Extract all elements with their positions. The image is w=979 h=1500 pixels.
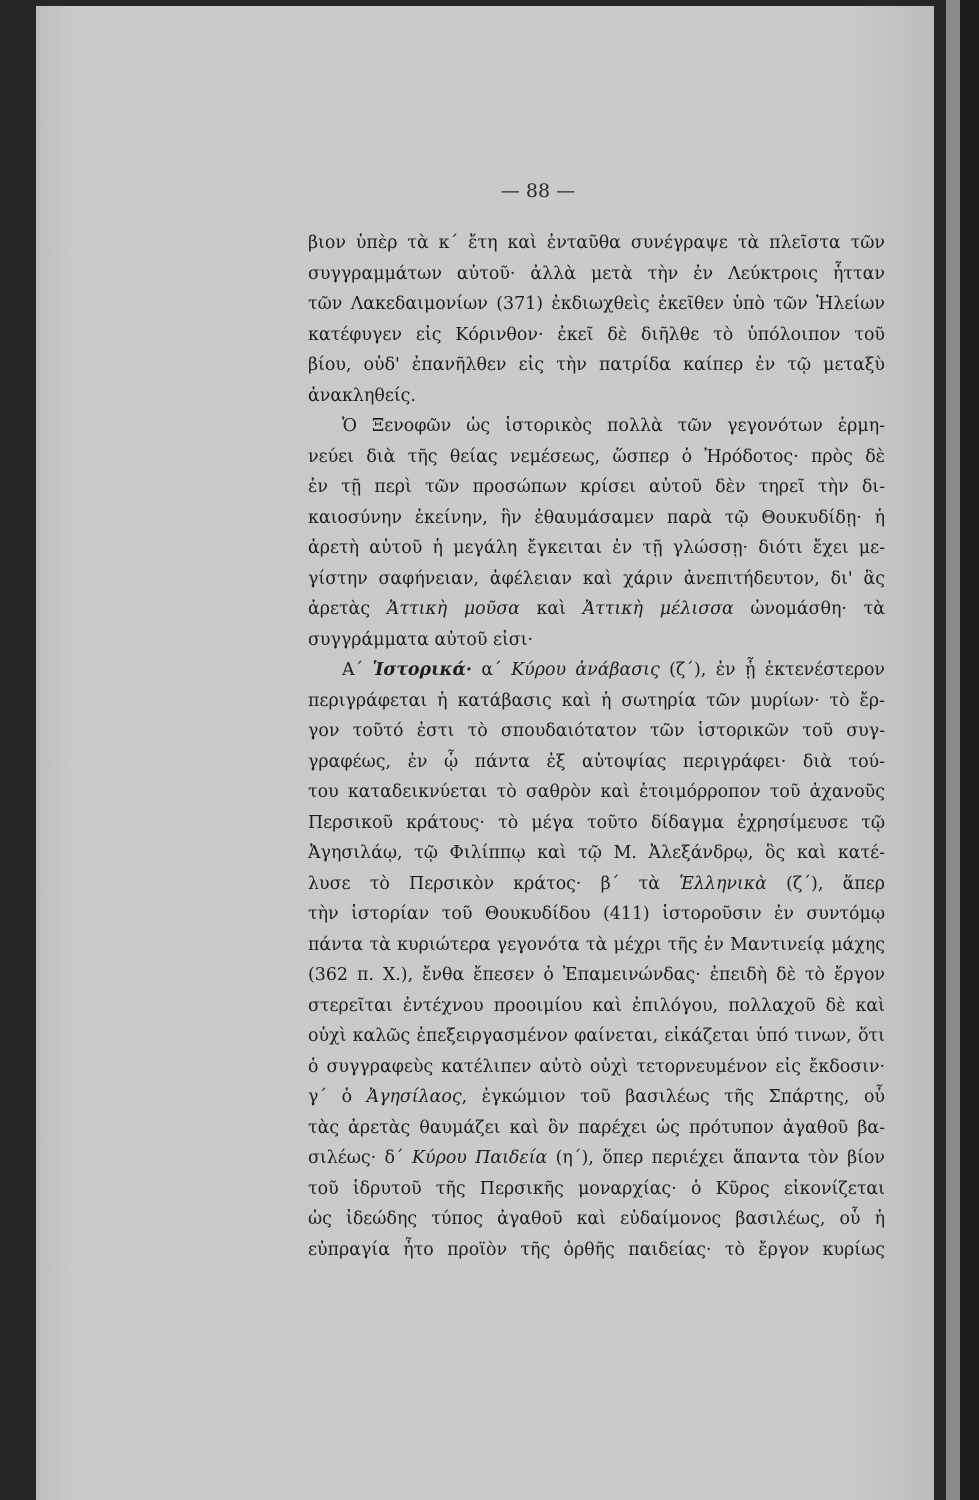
text-line xyxy=(308,991,885,1022)
text-segment: στερεῖται ἐντέχνου προοιμίου καὶ ἐπιλόγου, πολλαχοῦ δὲ καὶ xyxy=(308,995,885,1016)
text-segment: συγγραμμάτων αὐτοῦ· ἀλλὰ μετὰ τὴν ἐν Λεύκτροις ἧτταν xyxy=(308,263,885,284)
text-segment: καιοσύνην ἐκείνην, ἣν ἐθαυμάσαμεν παρὰ τῷ Θουκυδίδῃ· ἡ xyxy=(308,507,885,528)
scan-border xyxy=(960,0,979,1500)
text-line xyxy=(308,503,885,534)
text-segment: γον τοῦτό ἐστι τὸ σπουδαιότατον τῶν ἱστορικῶν τοῦ συγ- xyxy=(308,721,885,741)
text-line xyxy=(308,1082,885,1113)
text-segment: τοῦ ἱδρυτοῦ τῆς Περσικῆς μοναρχίας· ὁ Κῦρος εἰκονίζεται xyxy=(308,1178,885,1199)
text-segment: (η΄), ὅπερ περιέχει ἅπαντα τὸν βίον xyxy=(547,1148,885,1168)
paragraph xyxy=(308,655,885,1265)
italic-title-text: Ἀττικὴ μέλισσα xyxy=(582,599,734,619)
text-segment: του καταδεικνύεται τὸ σαθρὸν καὶ ἑτοιμόρροπον τοῦ ἀχανοῦς xyxy=(308,782,885,802)
italic-title-text: Κύρου Παιδεία xyxy=(412,1148,548,1168)
text-segment: τὰς ἀρετὰς θαυμάζει καὶ ὃν παρέχει ὡς πρότυπον ἀγαθοῦ βα- xyxy=(308,1117,885,1138)
text-line xyxy=(308,899,885,930)
text-line xyxy=(308,869,885,900)
text-segment: βίου, οὐδ' ἐπανῆλθεν εἰς τὴν πατρίδα καίπερ ἐν τῷ μεταξὺ xyxy=(308,355,885,375)
text-line xyxy=(308,747,885,778)
text-line xyxy=(308,1235,885,1266)
text-line xyxy=(308,594,885,625)
text-segment: τὴν ἱστορίαν τοῦ Θουκυδίδου (411) ἱστοροῦσιν ἐν συντόμῳ xyxy=(308,904,885,924)
text-line xyxy=(308,930,885,961)
text-segment: ἀνακληθείς. xyxy=(308,385,416,406)
text-line xyxy=(308,1113,885,1144)
text-line xyxy=(308,1021,885,1052)
text-line xyxy=(308,960,885,991)
text-segment: κατέφυγεν εἰς Κόρινθον· ἐκεῖ δὲ διῆλθε τὸ ὑπόλοιπον τοῦ xyxy=(308,324,885,345)
paragraph xyxy=(308,228,885,411)
text-segment: ὠνομάσθη· τὰ xyxy=(733,599,885,619)
text-segment: (ζ΄), ἅπερ xyxy=(786,873,885,894)
text-line xyxy=(308,259,885,290)
text-segment: γ΄ ὁ xyxy=(308,1087,367,1107)
book-page xyxy=(36,6,934,1500)
text-line xyxy=(308,808,885,839)
text-segment: νεύει διὰ τῆς θείας νεμέσεως, ὥσπερ ὁ Ἡρόδοτος· πρὸς δὲ xyxy=(308,446,885,467)
next-page-edge xyxy=(946,0,960,1500)
text-segment: ἀρετὴ αὐτοῦ ἡ μεγάλη ἔγκειται ἐν τῇ γλώσσῃ· διότι ἔχει με- xyxy=(308,538,885,558)
text-segment: συγγράμματα αὐτοῦ εἰσι· xyxy=(308,629,533,650)
text-line xyxy=(308,350,885,381)
text-segment: οὐχὶ καλῶς ἐπεξειργασμένον φαίνεται, εἰκάζεται ὑπό τινων, ὅτι xyxy=(308,1026,885,1046)
italic-title-text: Ἀγησίλαος xyxy=(366,1087,462,1107)
text-line xyxy=(308,289,885,320)
paragraph xyxy=(308,411,885,655)
text-line xyxy=(308,320,885,351)
text-segment: βιον ὑπὲρ τὰ κ΄ ἔτη καὶ ἐνταῦθα συνέγραψε τὰ πλεῖστα τῶν xyxy=(308,233,885,253)
text-line xyxy=(308,777,885,808)
text-segment: Α΄ xyxy=(342,660,373,680)
italic-title-text: Ἑλληνικὰ xyxy=(679,873,767,894)
text-line xyxy=(308,381,885,412)
text-segment: τῶν Λακεδαιμονίων (371) ἐκδιωχθεὶς ἐκεῖθεν ὑπὸ τῶν Ἠλείων xyxy=(308,294,885,314)
text-segment: (362 π. Χ.), ἔνθα ἔπεσεν ὁ Ἐπαμεινώνδας· ἐπειδὴ δὲ τὸ ἔργον xyxy=(308,965,885,985)
text-segment: ὡς ἰδεώδης τύπος ἀγαθοῦ καὶ εὐδαίμονος βασιλέως, οὗ ἡ xyxy=(308,1209,885,1229)
text-line xyxy=(308,472,885,503)
text-segment: Ὁ Ξενοφῶν ὡς ἱστορικὸς πολλὰ τῶν γεγονότων ἑρμη- xyxy=(342,416,885,436)
text-segment: Ἀγησιλάῳ, τῷ Φιλίππῳ καὶ τῷ Μ. Ἀλεξάνδρῳ, ὃς καὶ κατέ- xyxy=(308,843,885,863)
text-segment: περιγράφεται ἡ κατάβασις καὶ ἡ σωτηρία τῶν μυρίων· τὸ ἔρ- xyxy=(308,690,885,711)
text-segment: σιλέως· δ΄ xyxy=(308,1148,413,1168)
text-line xyxy=(308,716,885,747)
text-line xyxy=(308,655,885,686)
text-segment: ἀρετὰς xyxy=(308,599,387,619)
bold-heading-text: Ἱστορικά· xyxy=(372,660,472,680)
text-segment: α΄ xyxy=(471,660,512,680)
italic-title-text: Κύρου ἀνάβασις xyxy=(511,660,660,680)
text-line xyxy=(308,564,885,595)
italic-title-text: Ἀττικὴ μοῦσα xyxy=(386,599,520,619)
text-segment: εὐπραγία ἦτο προϊὸν τῆς ὀρθῆς παιδείας· τὸ ἔργον κυρίως xyxy=(308,1239,885,1260)
text-segment: γίστην σαφήνειαν, ἀφέλειαν καὶ χάριν ἀνεπιτήδευτον, δι' ἃς xyxy=(308,568,885,589)
text-segment: , ἐγκώμιον τοῦ βασιλέως τῆς Σπάρτης, οὗ xyxy=(461,1087,885,1107)
text-segment: λυσε τὸ Περσικὸν κράτος· β΄ τὰ xyxy=(308,873,680,894)
text-segment: (ζ΄), ἐν ᾗ ἐκτενέστερον xyxy=(659,660,885,680)
text-line xyxy=(308,1174,885,1205)
page-number: — 88 — xyxy=(500,180,576,202)
text-line xyxy=(308,1143,885,1174)
text-line xyxy=(308,838,885,869)
text-segment: ἐν τῇ περὶ τῶν προσώπων κρίσει αὐτοῦ δὲν τηρεῖ τὴν δι- xyxy=(308,477,885,497)
page-body-text xyxy=(308,228,885,1265)
text-segment: γραφέως, ἐν ᾧ πάντα ἐξ αὐτοψίας περιγράφει· διὰ τού- xyxy=(308,751,885,772)
text-segment: Περσικοῦ κράτους· τὸ μέγα τοῦτο δίδαγμα ἐχρησίμευσε τῷ xyxy=(308,812,885,833)
text-line xyxy=(308,228,885,259)
text-line xyxy=(308,533,885,564)
text-line xyxy=(308,1204,885,1235)
text-segment: ὁ συγγραφεὺς κατέλιπεν αὐτὸ οὐχὶ τετορνευμένον εἰς ἔκδοσιν· xyxy=(308,1056,885,1077)
text-segment: καὶ xyxy=(519,599,583,619)
text-line xyxy=(308,442,885,473)
text-line xyxy=(308,411,885,442)
text-line xyxy=(308,686,885,717)
text-segment: πάντα τὰ κυριώτερα γεγονότα τὰ μέχρι τῆς ἐν Μαντινείᾳ μάχης xyxy=(308,934,885,955)
text-line xyxy=(308,1052,885,1083)
text-line xyxy=(308,625,885,656)
